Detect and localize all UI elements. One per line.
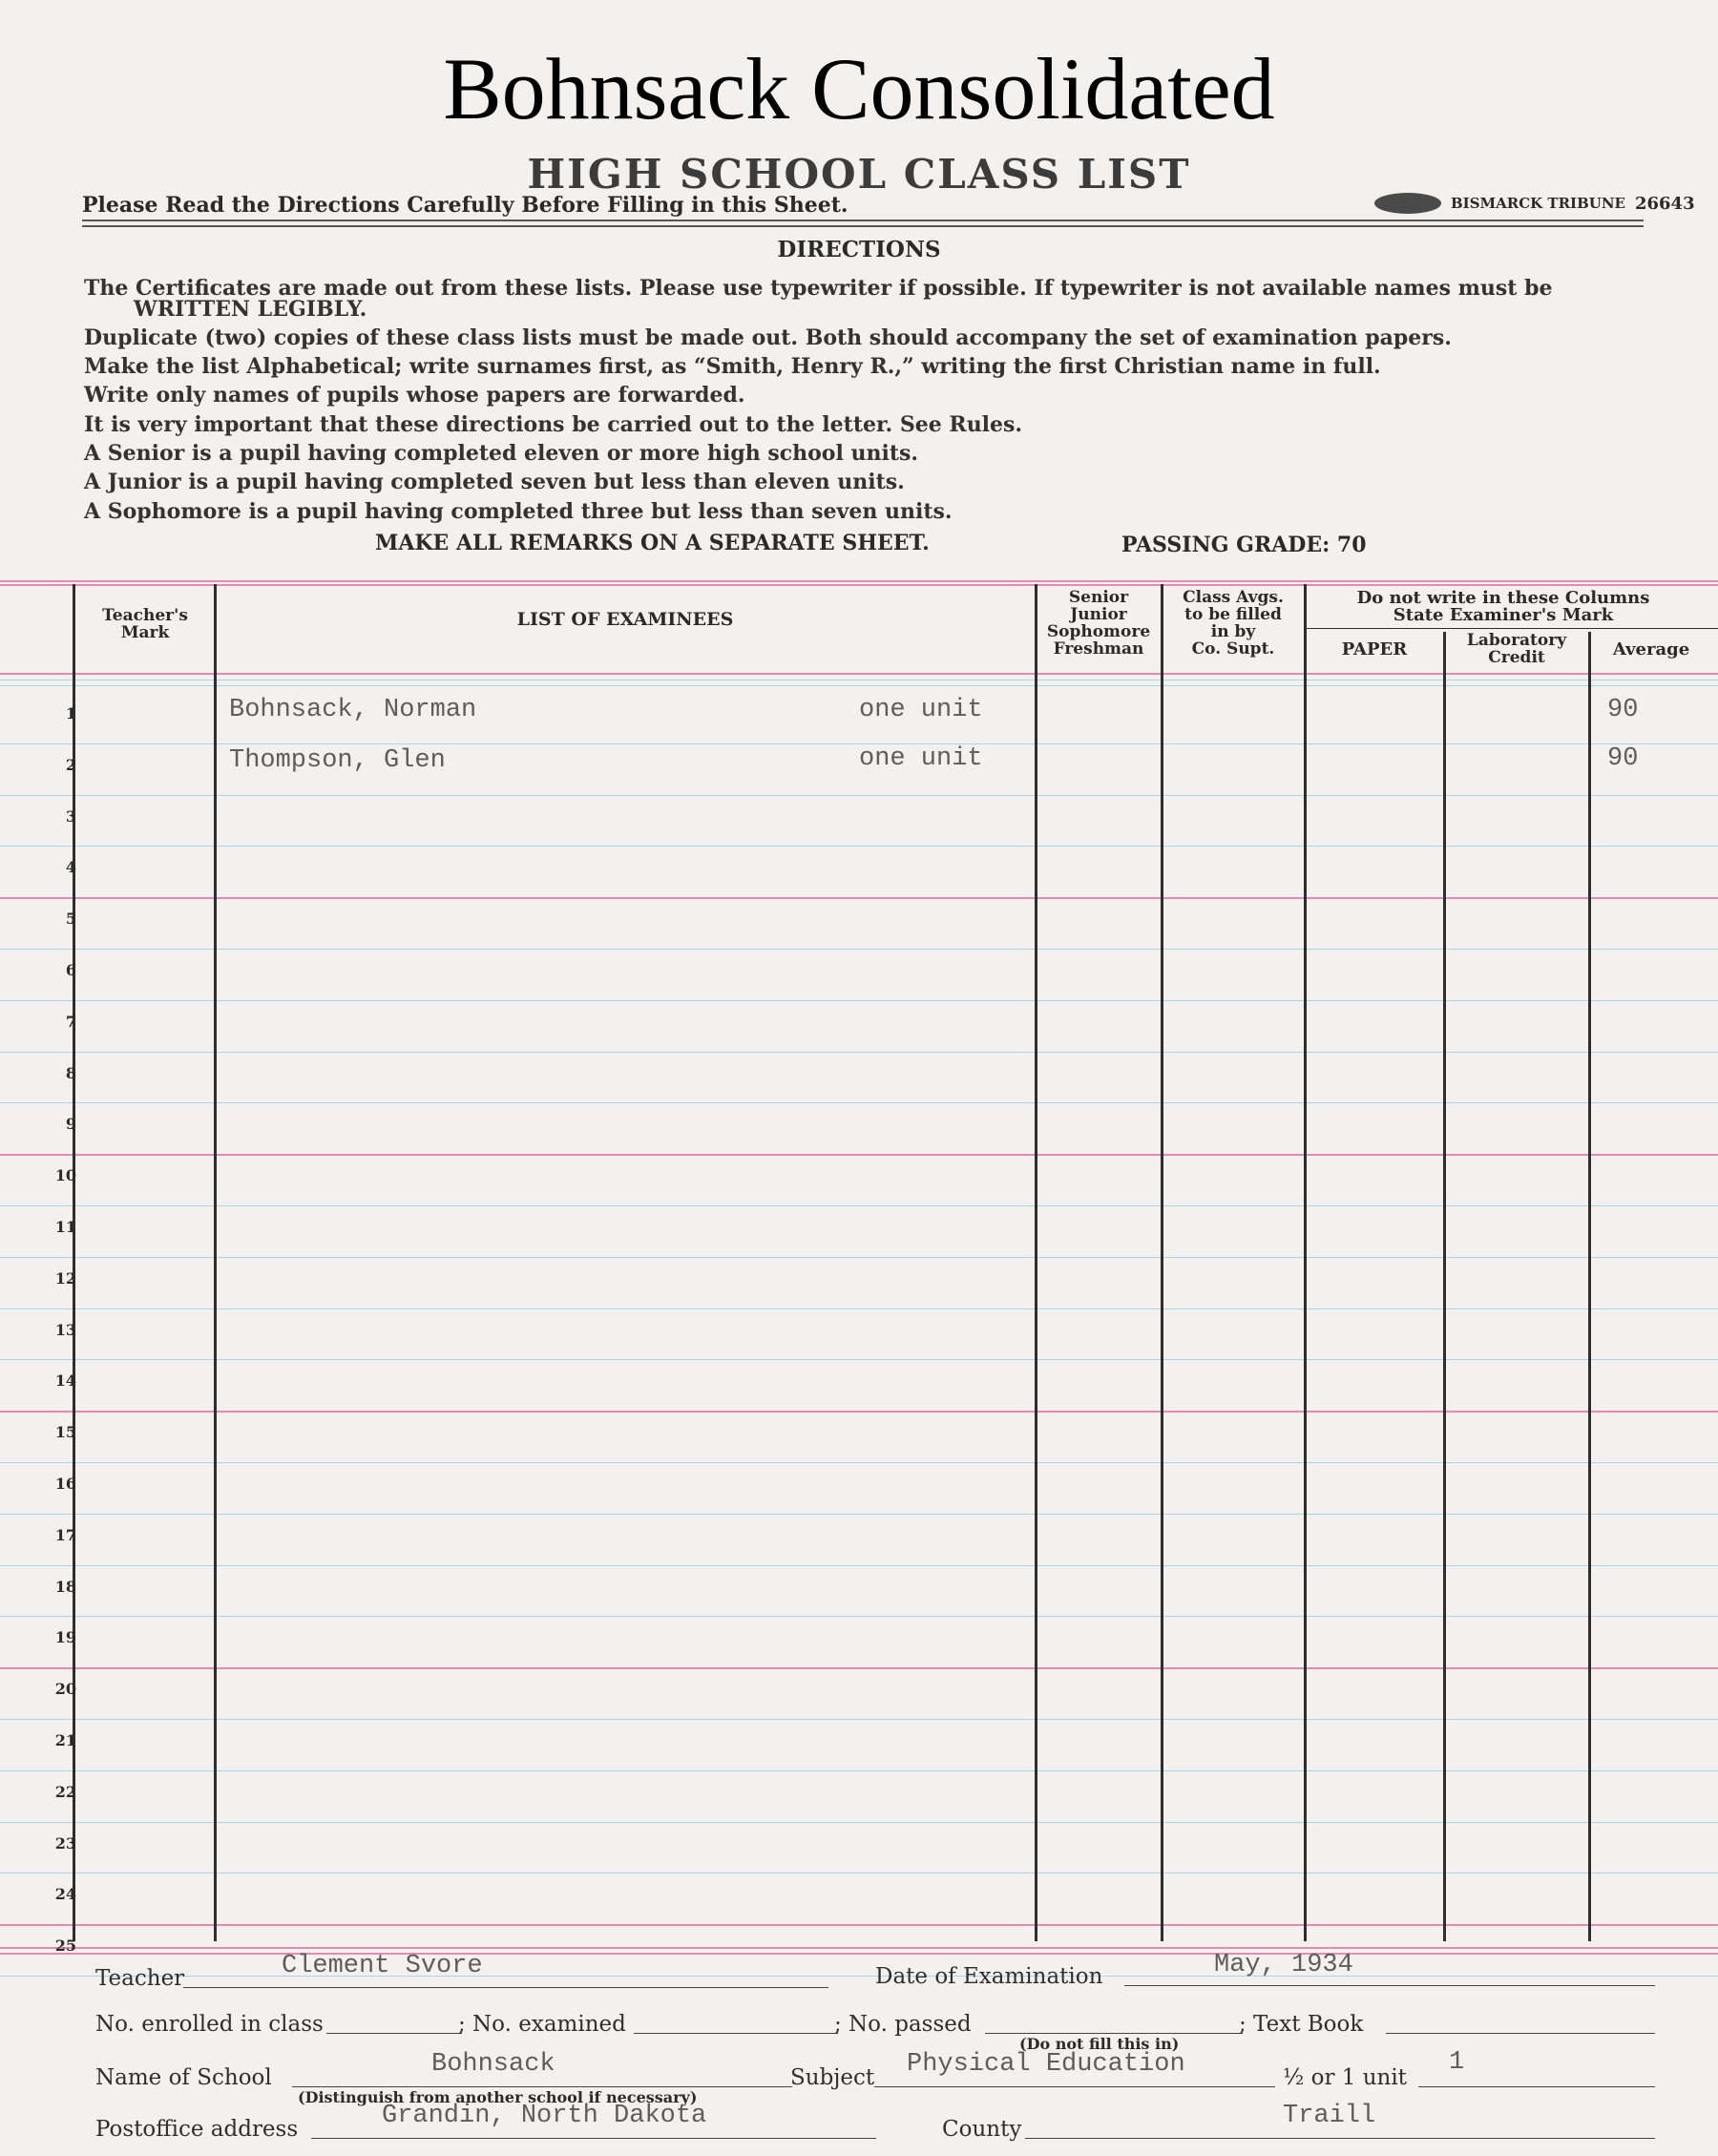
class-avgs-header <box>1163 589 1304 658</box>
direction-line: Duplicate (two) copies of these class lists must be made out. Both should accompany the set of examination papers. <box>84 325 1452 350</box>
enrolled-label: No. enrolled in class <box>95 2012 324 2037</box>
row-number: 22 <box>54 1783 76 1801</box>
header-line: Class Avgs. <box>1183 588 1284 607</box>
row-number: 6 <box>65 961 76 979</box>
passing-grade: PASSING GRADE: 70 <box>1121 533 1367 557</box>
row-number: 5 <box>65 910 76 928</box>
printer-name: BISMARCK TRIBUNE <box>1451 195 1625 212</box>
column-divider <box>1588 632 1591 1941</box>
teacher-label: Teacher <box>95 1966 185 1991</box>
header-line: Freshman <box>1053 639 1144 659</box>
header-rule <box>82 225 1644 227</box>
ruled-line <box>0 1359 1718 1360</box>
row-number: 13 <box>54 1321 76 1339</box>
header-line: Co. Supt. <box>1191 639 1275 659</box>
remarks-instruction: MAKE ALL REMARKS ON A SEPARATE SHEET. <box>375 531 930 555</box>
union-label-icon <box>1374 193 1441 214</box>
teacher-value: Clement Svore <box>282 1952 483 1980</box>
examinee-name: Thompson, Glen <box>229 746 446 775</box>
row-number: 21 <box>54 1731 76 1749</box>
ruled-line <box>0 949 1718 950</box>
examined-rule <box>634 2033 838 2034</box>
examinee-name: Bohnsack, Norman <box>229 696 477 724</box>
row-number: 3 <box>65 807 76 826</box>
date-rule <box>1124 1985 1655 1986</box>
column-divider <box>1304 584 1307 1941</box>
form-title: HIGH SCHOOL CLASS LIST <box>527 151 1191 198</box>
examiner-columns-header <box>1308 590 1699 624</box>
header-line: Teacher's <box>102 606 188 625</box>
header-line: Senior <box>1068 588 1129 607</box>
postoffice-value: Grandin, North Dakota <box>382 2102 707 2130</box>
printer-mark <box>1374 193 1695 214</box>
ruled-line <box>0 685 1718 686</box>
read-directions-note: Please Read the Directions Carefully Before Filling in this Sheet. <box>82 193 849 218</box>
header-line: Laboratory <box>1466 631 1567 650</box>
ruled-line <box>0 1257 1718 1258</box>
ruled-line <box>0 1770 1718 1771</box>
subject-rule <box>874 2086 1275 2087</box>
date-label: Date of Examination <box>875 1964 1103 1989</box>
direction-line: A Senior is a pupil having completed eleven or more high school units. <box>84 441 919 466</box>
ruled-line <box>0 1052 1718 1053</box>
table-top-rule <box>0 584 1718 586</box>
section-rule <box>0 1924 1718 1926</box>
direction-line: A Sophomore is a pupil having completed three but less than seven units. <box>84 499 953 524</box>
row-number: 10 <box>54 1166 76 1184</box>
table-bottom-rule <box>0 1953 1718 1955</box>
column-divider <box>1443 632 1446 1941</box>
postoffice-rule <box>311 2138 876 2139</box>
header-line: State Examiner's Mark <box>1393 605 1614 625</box>
county-value: Traill <box>1283 2102 1376 2130</box>
row-number: 12 <box>54 1269 76 1287</box>
header-line: in by <box>1210 622 1256 641</box>
printer-number: 26643 <box>1634 193 1695 214</box>
row-number: 23 <box>54 1834 76 1852</box>
section-rule <box>0 1667 1718 1669</box>
ruled-line <box>0 1822 1718 1823</box>
row-number: 14 <box>54 1371 76 1390</box>
ruled-line <box>0 1565 1718 1566</box>
header-line: Junior <box>1070 605 1127 624</box>
table-bottom-rule <box>0 1947 1718 1949</box>
row-number: 2 <box>65 756 76 774</box>
row-number: 16 <box>54 1475 76 1493</box>
row-number: 20 <box>54 1680 76 1698</box>
examinee-average: 90 <box>1607 744 1639 773</box>
row-number: 17 <box>54 1526 76 1544</box>
examinees-header: LIST OF EXAMINEES <box>516 609 734 630</box>
county-rule <box>1025 2138 1655 2139</box>
row-number: 25 <box>54 1936 76 1955</box>
directions-heading: DIRECTIONS <box>777 237 941 262</box>
row-number: 24 <box>54 1885 76 1903</box>
textbook-label: ; Text Book <box>1239 2012 1364 2037</box>
ruled-line <box>0 1976 1718 1977</box>
page-title: Bohnsack Consolidated <box>443 40 1275 137</box>
examinee-units: one unit <box>859 744 983 773</box>
lab-credit-header <box>1445 632 1588 666</box>
school-rule <box>292 2086 792 2087</box>
textbook-rule <box>1386 2033 1655 2034</box>
direction-line: A Junior is a pupil having completed seven but less than eleven units. <box>84 470 905 494</box>
section-rule <box>0 1411 1718 1413</box>
direction-line: Make the list Alphabetical; write surnames first, as “Smith, Henry R.,” writing the first Christian name in full. <box>84 354 1381 379</box>
ruled-line <box>0 1719 1718 1720</box>
examiner-header-divider <box>1304 628 1718 629</box>
row-number: 7 <box>65 1013 76 1031</box>
enrolled-rule <box>326 2033 462 2034</box>
header-line: Mark <box>120 623 170 642</box>
ruled-line <box>0 1102 1718 1103</box>
ruled-line <box>0 1462 1718 1463</box>
teachers-mark-header <box>78 607 212 641</box>
subject-label: Subject <box>790 2065 875 2090</box>
column-divider <box>1035 584 1037 1941</box>
teacher-rule <box>183 1987 828 1988</box>
average-header: Average <box>1612 639 1690 659</box>
ruled-line <box>0 1308 1718 1309</box>
ruled-line <box>0 1616 1718 1617</box>
county-label: County <box>942 2117 1022 2142</box>
school-label: Name of School <box>95 2065 272 2090</box>
examinee-average: 90 <box>1607 696 1639 724</box>
unit-label: ½ or 1 unit <box>1283 2065 1407 2090</box>
header-line: Credit <box>1488 648 1545 667</box>
row-number: 9 <box>65 1115 76 1133</box>
row-number: 1 <box>65 704 76 722</box>
class-year-header <box>1037 589 1161 658</box>
header-line: Sophomore <box>1046 622 1151 641</box>
row-number: 15 <box>54 1423 76 1441</box>
direction-line: The Certificates are made out from these lists. Please use typewriter if possible. If typewriter is not available names must be <box>84 276 1553 301</box>
school-value: Bohnsack <box>431 2050 555 2079</box>
passed-label: ; No. passed <box>834 2012 972 2037</box>
row-number: 8 <box>65 1064 76 1082</box>
examinee-units: one unit <box>859 696 983 724</box>
unit-value: 1 <box>1449 2048 1465 2077</box>
date-value: May, 1934 <box>1214 1951 1353 1979</box>
table-top-rule <box>0 580 1718 582</box>
paper-header: PAPER <box>1341 639 1408 659</box>
section-rule <box>0 897 1718 899</box>
unit-rule <box>1418 2086 1655 2087</box>
distinguish-note: (Distinguish from another school if necessary) <box>298 2088 698 2106</box>
header-line: to be filled <box>1184 605 1282 624</box>
direction-line: It is very important that these directions be carried out to the letter. See Rules. <box>84 412 1023 437</box>
row-number: 19 <box>54 1628 76 1646</box>
do-not-fill-note: (Do not fill this in) <box>1019 2035 1180 2053</box>
direction-line: WRITTEN LEGIBLY. <box>134 297 367 322</box>
row-number: 18 <box>54 1578 76 1596</box>
header-line: Do not write in these Columns <box>1356 588 1650 608</box>
ruled-line <box>0 795 1718 796</box>
ruled-line <box>0 1205 1718 1206</box>
row-number: 11 <box>54 1218 76 1236</box>
ruled-line <box>0 1514 1718 1515</box>
passed-rule <box>985 2033 1243 2034</box>
row-number: 4 <box>65 858 76 876</box>
subject-value: Physical Education <box>907 2050 1185 2079</box>
header-bottom-rule <box>0 673 1718 675</box>
direction-line: Write only names of pupils whose papers are forwarded. <box>84 383 745 408</box>
postoffice-label: Postoffice address <box>95 2117 299 2142</box>
header-rule <box>82 220 1644 221</box>
examined-label: ; No. examined <box>458 2012 626 2037</box>
ruled-line <box>0 1000 1718 1001</box>
section-rule <box>0 1154 1718 1156</box>
ruled-line <box>0 846 1718 847</box>
column-divider <box>214 584 217 1941</box>
column-divider <box>1161 584 1163 1941</box>
